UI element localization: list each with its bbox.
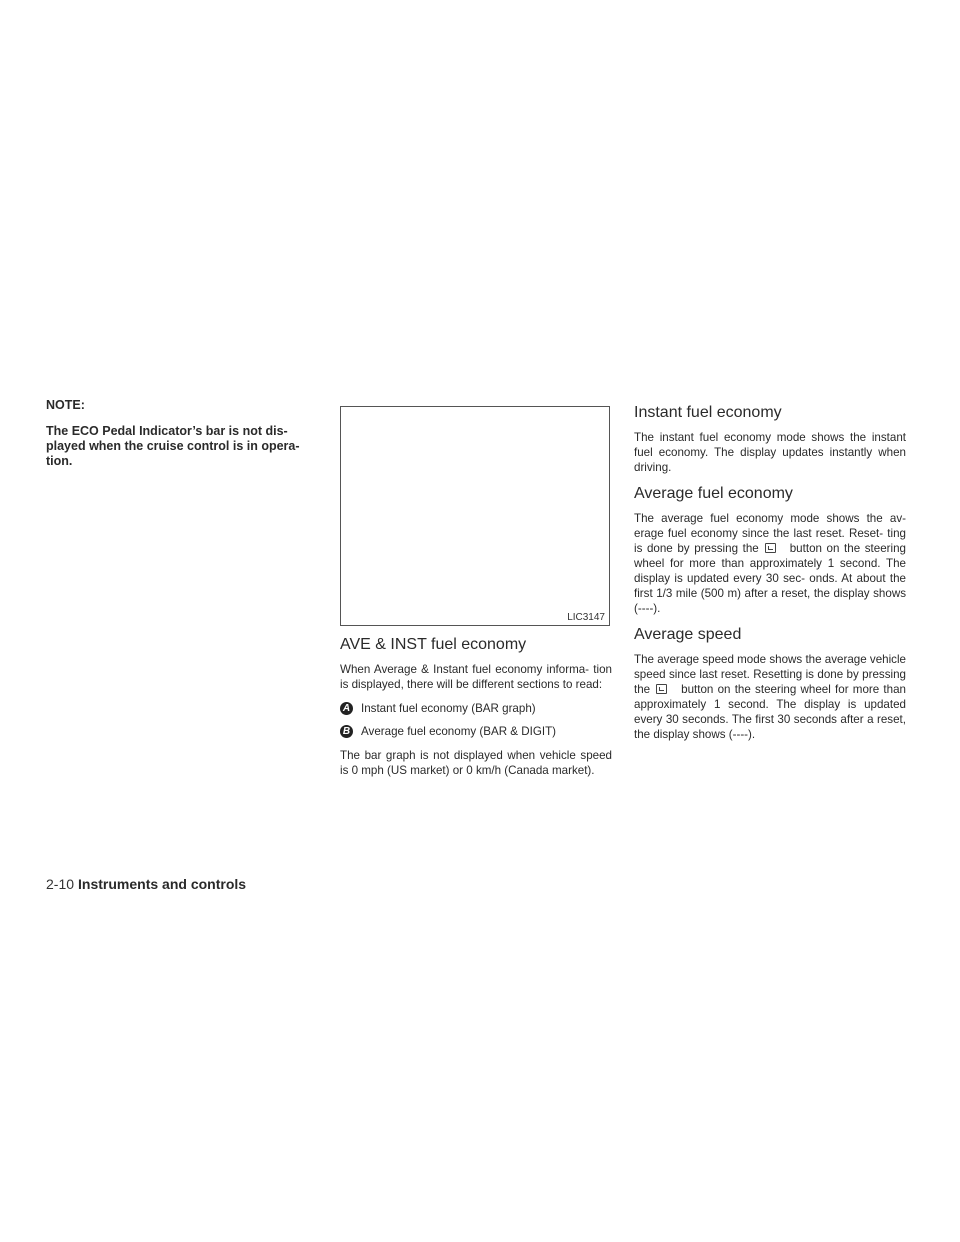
badge-a-icon: A bbox=[340, 702, 353, 715]
average-heading: Average fuel economy bbox=[634, 485, 793, 502]
speed-body-post: button on the steering wheel for more than approximately 1 second. The display is updated every 30 seconds. The first 30 seconds after a reset, the display shows (----). bbox=[634, 683, 906, 741]
middle-column bbox=[340, 406, 612, 788]
chapter-title: Instruments and controls bbox=[78, 876, 247, 892]
page-number: 2-10 bbox=[46, 876, 75, 892]
list-item-label: Average fuel economy (BAR & DIGIT) bbox=[361, 725, 557, 738]
ave-inst-intro: When Average & Instant fuel economy informa- tion is displayed, there will be different sections to read: bbox=[340, 663, 612, 691]
speed-heading: Average speed bbox=[634, 626, 742, 643]
right-column bbox=[634, 404, 906, 752]
left-column bbox=[46, 398, 318, 469]
list-item bbox=[340, 702, 612, 715]
ave-inst-outro: The bar graph is not displayed when vehicle speed is 0 mph (US market) or 0 km/h (Canada market). bbox=[340, 749, 612, 777]
badge-b-icon: B bbox=[340, 725, 353, 738]
list-item-label: Instant fuel economy (BAR graph) bbox=[361, 702, 536, 715]
steering-button-icon bbox=[765, 543, 776, 553]
note-heading: NOTE: bbox=[46, 398, 85, 412]
instant-body: The instant fuel economy mode shows the instant fuel economy. The display updates instantly when driving. bbox=[634, 431, 906, 474]
average-body bbox=[634, 511, 906, 616]
average-body-pre: The average fuel economy mode shows the av- erage fuel economy since the last reset. Reset- ting is done by pressing the bbox=[634, 512, 906, 555]
average-body-post: button on the steering wheel for more than approximately 1 second. The display is updated every 30 sec- onds. At about the first 1/3 mile (500 m) after a reset, the display shows (----). bbox=[634, 542, 907, 615]
note-body: The ECO Pedal Indicator’s bar is not dis- played when the cruise control is in opera- tion. bbox=[46, 424, 300, 468]
speed-body-pre: The average speed mode shows the average vehicle speed since last reset. Resetting is done by pressing the bbox=[634, 653, 906, 696]
ave-inst-heading: AVE & INST fuel economy bbox=[340, 636, 527, 653]
figure-placeholder bbox=[340, 406, 610, 626]
steering-button-icon bbox=[656, 684, 667, 694]
instant-heading: Instant fuel economy bbox=[634, 404, 782, 421]
page-footer bbox=[46, 876, 246, 892]
list-item bbox=[340, 725, 612, 738]
speed-body bbox=[634, 652, 906, 742]
figure-code: LIC3147 bbox=[567, 612, 605, 623]
